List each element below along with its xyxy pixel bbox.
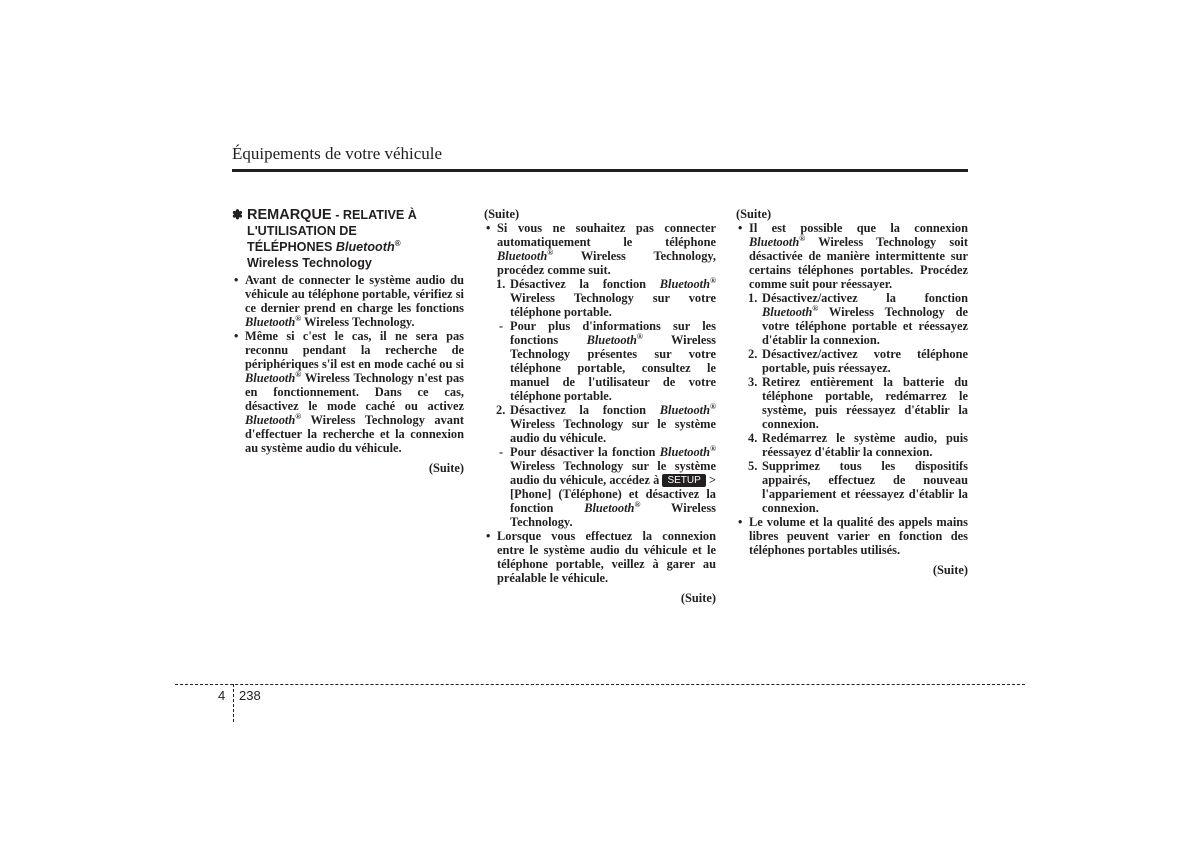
continued-label: (Suite) [428, 461, 464, 475]
steps-list [736, 291, 968, 515]
note-heading-line4: Wireless Technology [247, 256, 372, 270]
note-heading-line2: L'UTILISATION DE [247, 224, 357, 238]
dash-note: - Pour plus d'informations sur les fonctions Bluetooth® Wireless Technology présentes sur votre téléphone portable, consultez le manuel de l'utilisateur de votre téléphone portable. [496, 319, 716, 403]
note-bullet-list [232, 273, 464, 455]
bullet-list [484, 221, 716, 277]
note-heading [232, 207, 464, 271]
bullet-list [736, 221, 968, 291]
list-item: • Avant de connecter le système audio du véhicule au téléphone portable, vérifiez si ce dernier prend en charge les fonctions Bluetooth® Wireless Technology. [232, 273, 464, 329]
list-item: 1. Désactivez la fonction Bluetooth® Wireless Technology sur votre téléphone portable. [496, 275, 716, 319]
column-1 [232, 207, 464, 475]
list-item: • Lorsque vous effectuez la connexion entre le système audio du véhicule et le téléphone portable, veillez à garer au préalable le véhicule. [484, 529, 716, 585]
list-item: 4. Redémarrez le système audio, puis réessayez d'établir la connexion. [748, 431, 968, 459]
list-item: • Même si c'est le cas, il ne sera pas reconnu pendant la recherche de périphériques s'il est en mode caché ou si Bluetooth® Wireless Technology n'est pas en fonctionnement. Dans ce cas, désactivez le mode caché ou activez Bluetooth® Wireless Technology avant d'effectuer la recherche et la connexion au système audio du véhicule. [232, 329, 464, 455]
continued-from-label: (Suite) [484, 207, 520, 221]
bullet-list [736, 515, 968, 557]
list-item: • Il est possible que la connexion Bluetooth® Wireless Technology soit désactivée de manière intermittente sur certains téléphones portables. Procédez comme suit pour réessayer. [736, 221, 968, 291]
list-item: • Si vous ne souhaitez pas connecter automatiquement le téléphone Bluetooth® Wireless Technology, procédez comme suit. [484, 221, 716, 277]
list-item: 2. Désactivez la fonction Bluetooth® Wireless Technology sur le système audio du véhicule. [496, 401, 716, 445]
continued-label: (Suite) [932, 563, 968, 577]
list-item: 3. Retirez entièrement la batterie du téléphone portable, redémarrez le système, puis réessayez d'établir la connexion. [748, 375, 968, 431]
list-item: 1. Désactivez/activez la fonction Bluetooth® Wireless Technology de votre téléphone portable et réessayez d'établir la connexion. [748, 291, 968, 347]
dash-note: - Pour désactiver la fonction Bluetooth® Wireless Technology sur le système audio du véhicule, accédez à SETUP > [Phone] (Téléphone) et désactivez la fonction Bluetooth® Wireless Technology. [496, 445, 716, 529]
note-label: REMARQUE [247, 207, 332, 223]
continued-from-label: (Suite) [736, 207, 772, 221]
continued-label: (Suite) [680, 591, 716, 605]
column-3 [736, 207, 968, 577]
list-item: 5. Supprimez tous les dispositifs appairés, effectuez de nouveau l'appariement et réessayez d'établir la connexion. [748, 459, 968, 515]
page-number: 238 [239, 688, 261, 703]
steps-list [484, 277, 716, 319]
list-item: 2. Désactivez/activez votre téléphone portable, puis réessayez. [748, 347, 968, 375]
note-heading-rest: - RELATIVE À [335, 208, 417, 222]
setup-key-icon: SETUP [662, 474, 705, 487]
steps-list [484, 403, 716, 445]
footer-rule [175, 684, 1025, 685]
chapter-number: 4 [218, 688, 226, 703]
footer-vertical-rule [233, 684, 234, 722]
note-star-icon: ✽ [232, 207, 243, 222]
column-2 [484, 207, 716, 605]
page-header-title: Équipements de votre véhicule [232, 144, 443, 163]
list-item: • Le volume et la qualité des appels mains libres peuvent varier en fonction des téléphones portables utilisés. [736, 515, 968, 557]
bullet-list [484, 529, 716, 585]
note-heading-line3: TÉLÉPHONES Bluetooth® [247, 238, 401, 254]
header-rule [232, 169, 968, 172]
